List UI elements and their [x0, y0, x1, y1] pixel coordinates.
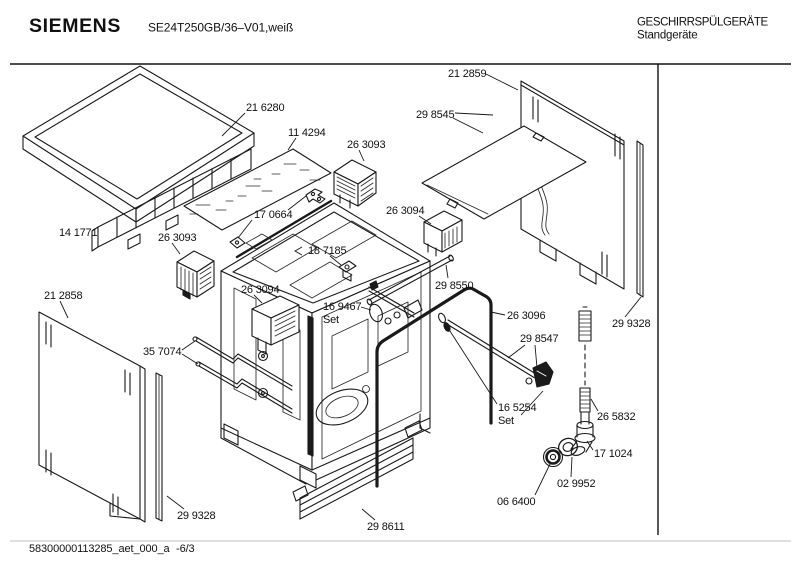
dispenser-right-drawing [424, 211, 462, 256]
page-number: -6/3 [176, 543, 195, 555]
part-label: 16 5254 [498, 402, 537, 414]
part-label: 16 9467 [323, 301, 362, 313]
appliance-category: GESCHIRRSPÜLGERÄTE [637, 16, 768, 29]
part-label: 29 8547 [520, 333, 559, 345]
part-label: 35 7074 [143, 346, 182, 358]
part-label: 29 8611 [367, 521, 405, 533]
inlet-valve-stack-drawing [544, 307, 596, 467]
part-label: 06 6400 [497, 496, 536, 508]
part-label: 21 2859 [448, 68, 487, 80]
part-label: 26 3094 [386, 205, 425, 217]
part-label: 17 0664 [254, 209, 293, 221]
part-label: 26 3096 [507, 310, 546, 322]
part-label: 11 4294 [288, 127, 326, 139]
part-label: 18 7185 [308, 245, 347, 257]
left-panel-drawing [39, 312, 145, 522]
dispenser-block-top-drawing [334, 160, 376, 208]
part-label: 26 3094 [241, 284, 280, 296]
part-label: 02 9952 [557, 478, 596, 490]
part-label: 29 9328 [612, 318, 651, 330]
part-label: 21 2858 [44, 290, 83, 302]
part-label-set: Set [498, 415, 514, 427]
part-label: 26 3093 [158, 232, 197, 244]
trim-strip-left-drawing [156, 373, 162, 521]
model-number: SE24T250GB/36–V01,weiß [148, 20, 294, 35]
part-label: 26 3093 [347, 139, 386, 151]
part-label: 29 8545 [416, 109, 455, 121]
part-label: 29 8550 [435, 280, 474, 292]
dispenser-block-left-drawing [177, 251, 214, 299]
part-label: 26 5832 [597, 411, 636, 423]
part-label-set: Set [323, 314, 339, 326]
trim-strip-right-drawing [637, 141, 643, 297]
appliance-subcategory: Standgeräte [637, 29, 698, 42]
part-label: 17 1024 [594, 448, 633, 460]
part-label: 29 9328 [177, 510, 216, 522]
part-label: 14 1771 [59, 227, 98, 239]
brand-logo: SIEMENS [29, 15, 121, 37]
document-id: 58300000113285_aet_000_a [29, 543, 170, 555]
part-label: 21 6280 [246, 102, 285, 114]
